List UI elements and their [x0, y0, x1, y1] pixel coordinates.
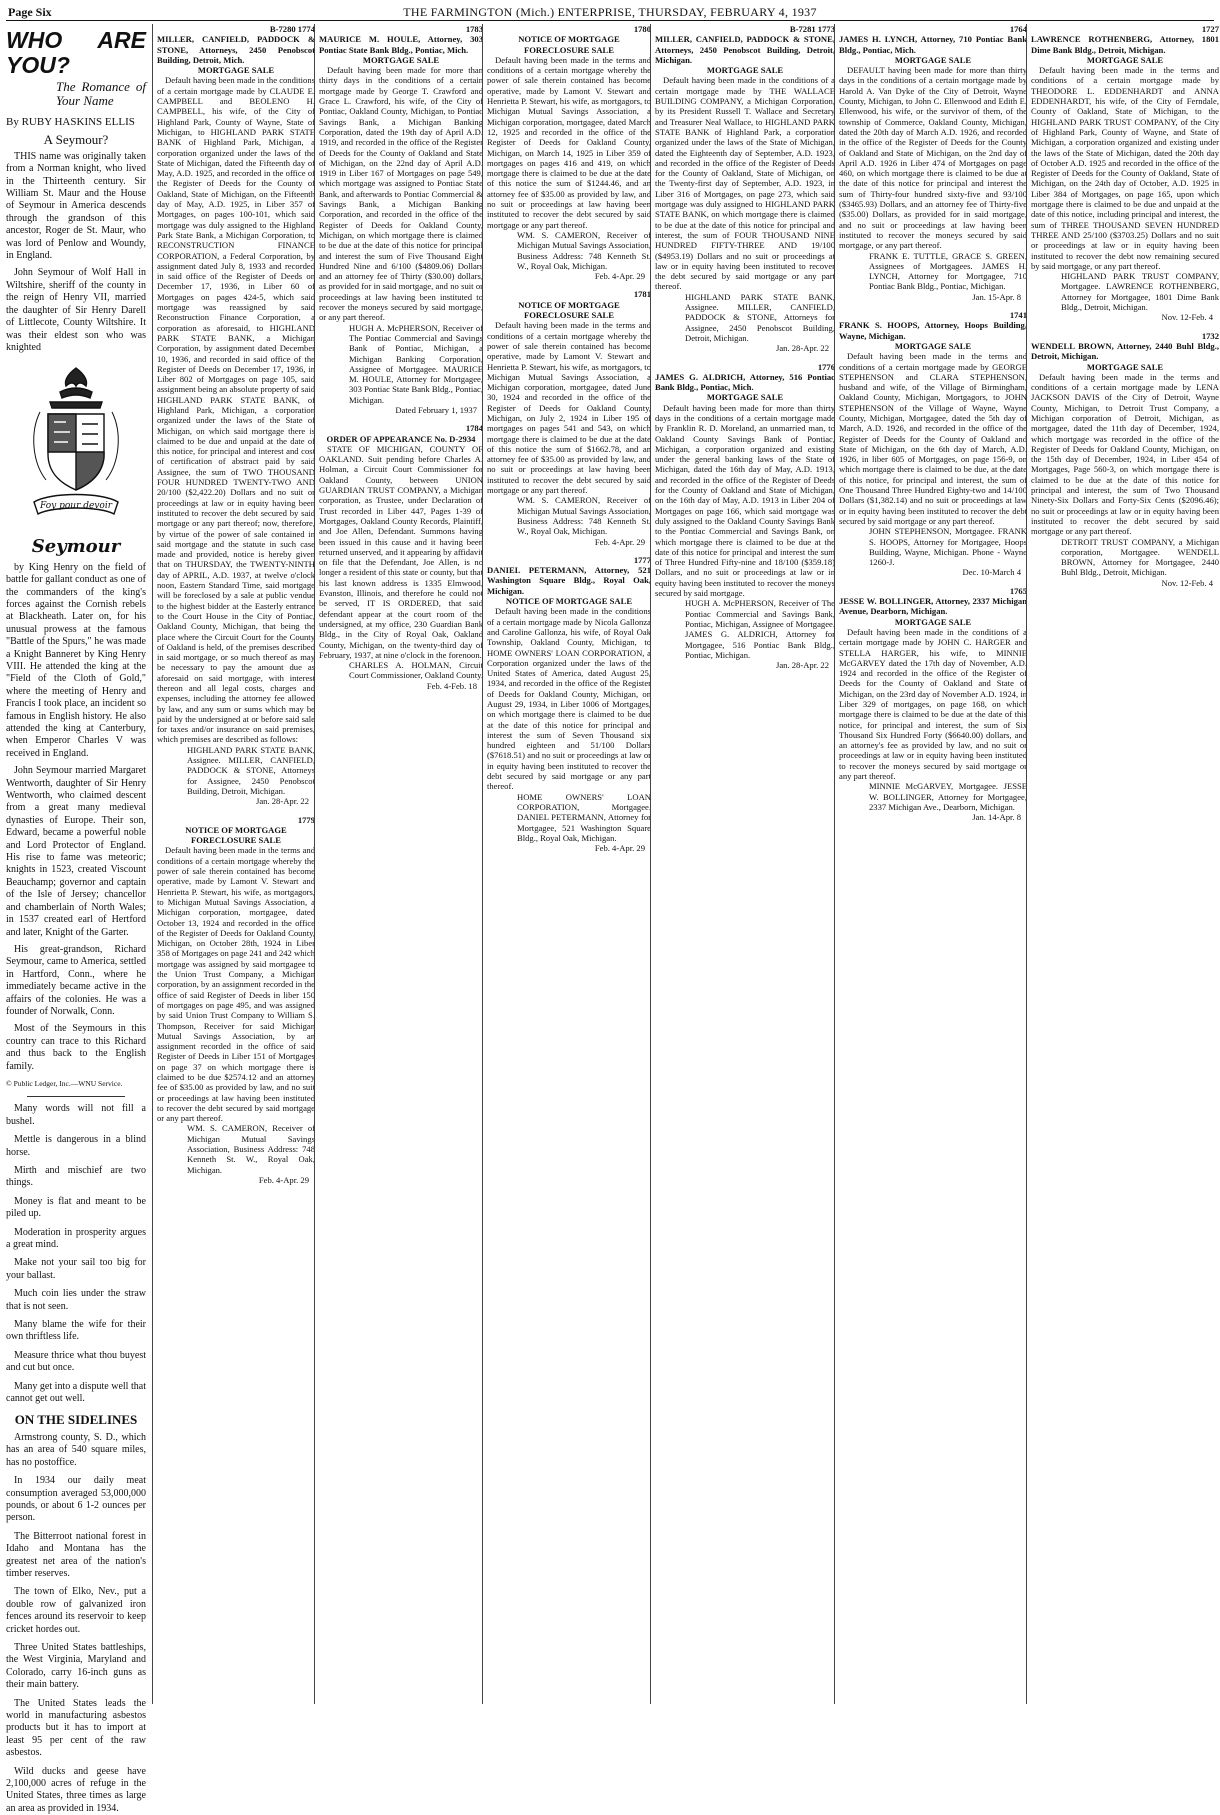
notice-number: 1776	[817, 361, 835, 372]
notice-body: Default having been made in the conditions of a certain mortgage made by Nicola Gallonza and Caroline Gallonza, his wife, of Royal Oak Township, Oakland County, Michigan, to HOME OWNERS' LOAN CORPORATION, a Corporation organized under the laws of the United States of America, dated August 25, 1934, and recorded in the office of the Register of Deeds for Oakland County, Michigan, on August 29, 1934, in Liber 1006 of Mortgages, on which mortgage there is claimed to be due at the date of this notice for principal and interest the sum of Seven Thousand six hundred eighteen and 51/100 Dollars ($7618.51) and no suit or proceedings at law or in equity having been instituted to recover the debt secured by said mortgage or any part thereof.	[487, 606, 651, 792]
notice-caption: NOTICE OF MORTGAGE SALE	[505, 596, 633, 607]
notice-caption: MORTGAGE SALE	[894, 340, 972, 351]
notice-signature: WM. S. CAMERON, Receiver of Michigan Mutual Savings Association, Business Address: 748 Kenneth St. W., Royal Oak, Michigan.	[517, 229, 651, 271]
coat-of-arms-icon	[20, 362, 132, 537]
sideline-item: The Bitterroot national forest in Idaho and Montana has the greatest net area of the nation's timber reserves.	[6, 1530, 146, 1579]
notice-caption: MORTGAGE SALE	[197, 65, 275, 76]
notice-signature: MINNIE McGARVEY, Mortgagee. JESSE W. BOLLINGER, Attorney for Mortgagee, 2337 Michigan Ave., Dearborn, Michigan.	[869, 781, 1027, 812]
legal-notice	[1031, 24, 1219, 323]
sideline-item: Wild ducks and geese have 2,100,000 acres of refuge in the United States, three times as large an area as provided in 1934.	[6, 1765, 146, 1814]
sideline-item: The town of Elko, Nev., put a double row of galvanized iron fences around its reservoir to keep cricket hordes out.	[6, 1586, 146, 1635]
feature-paragraph: Most of the Seymours in this country can trace to this Richard and thus back to the English family.	[6, 1023, 146, 1072]
notice-signature: HOME OWNERS' LOAN CORPORATION, Mortgagee. DANIEL PETERMANN, Attorney for Mortgagee, 521 Washington Square Bldg., Royal Oak, Michigan.	[517, 791, 651, 843]
feature-title: WHO ARE YOU?	[6, 27, 146, 78]
notice-signature: WM. S. CAMERON, Receiver of Michigan Mutual Savings Association, Business Address: 748 Kenneth St. W., Royal Oak, Michigan.	[517, 495, 651, 537]
legal-notice	[319, 423, 483, 691]
notice-caption: ORDER OF APPEARANCE No. D-2934	[326, 433, 476, 444]
legal-notice	[487, 24, 651, 281]
notice-signature: FRANK E. TUTTLE, GRACE S. GREEN, Assignees of Mortgagees. JAMES H. LYNCH, Attorney for Mortgagee, 710 Pontiac Bank Bldg., Pontiac, Michigan.	[869, 250, 1027, 292]
saying: Much coin lies under the straw that is not seen.	[6, 1288, 146, 1312]
page-number: Page Six	[8, 5, 52, 19]
feature-paragraph: John Seymour married Margaret Wentworth, daughter of Sir Henry Wentworth, who claimed descent from a great many medieval dynasties of Europe. Their son, Edward, became a powerful noble and Lord Protector of England. His rise to fame was meteoric; knights in 1523, created Viscount Beauchamp; governor and captain of the Isle of Jersey; chancellor and chamberlain of North Wales; in 1537 created earl of Hertford and later, Knight of the Garter.	[6, 765, 146, 938]
notice-body: Default having been made in the terms and conditions of a certain mortgage made by GEORGE STEPHENSON and CLARA STEPHENSON, husband and wife, of the Village of Birmingham, Oakland County, Michigan, Mortgagors, to JOHN STEPHENSON of the Village of Wayne, Wayne County, Michigan, Mortgagee, dated the 5th day of March, A.D. 1926, and recorded in the office of the Register of Deeds for the County of Oakland and State of Michigan, on the 6th day of March, A.D. 1926, in liber 605 of Mortgages, on page 156-9, on which mortgage there is claimed to be due, at the date of this notice, for principal and interest, the sum of One Thousand Three Hundred Eighty-two and 14/100 Dollars ($1,382.14) and no suit or proceedings at law or in equity having been instituted to recover the debt secured by said mortgage or any part thereof.	[839, 351, 1027, 526]
notice-column-4	[482, 24, 651, 1704]
legal-notice	[487, 289, 651, 546]
saying: Make not your sail too big for your ballast.	[6, 1257, 146, 1281]
legal-notice	[157, 815, 315, 1186]
notice-attorney: MILLER, CANFIELD, PADDOCK & STONE, Attorneys, 2450 Penobscot Building, Detroit, Mich.	[157, 34, 315, 65]
notice-body: STATE OF MICHIGAN, COUNTY OF OAKLAND. Suit pending before Charles A. Holman, a Circuit Court Commissioner for Oakland County, between UNION GUARDIAN TRUST COMPANY, a Michigan corporation, as Trustee, under Declaration of Trust recorded in Liber 447, Pages 1-39 of Mortgages, Oakland County Records, Plaintiff, and Joe Allen, Defendant. Summons having been issued in this cause and it having been returned unserved, and it appearing by affidavit on file that the Defendant, Joe Allen, is no longer a resident of this state or county, but that his last known address is 1335 Elmwood, Evanston, Illinois, and therefore he could not be served, IT IS ORDERED, that said defendant appear at the court room of the undersigned, at my office, 230 Guardian Bank Bldg., in the City of Royal Oak, Oakland County, Michigan, on the twenty-third day of February, 1937, at nine o'clock in the forenoon.	[319, 443, 483, 660]
legal-notice	[157, 24, 315, 807]
newspaper-title: THE FARMINGTON (Mich.) ENTERPRISE, THURSDAY, FEBRUARY 4, 1937	[403, 5, 817, 19]
notice-column-6	[834, 24, 1027, 1704]
notice-attorney: JAMES G. ALDRICH, Attorney, 516 Pontiac Bank Bldg., Pontiac, Mich.	[655, 371, 835, 393]
notice-attorney: LAWRENCE ROTHENBERG, Attorney, 1801 Dime Bank Bldg., Detroit, Michigan.	[1031, 34, 1219, 55]
notice-column-7	[1026, 24, 1219, 1704]
legal-notice	[839, 586, 1027, 823]
crest-name: Seymour	[31, 536, 121, 558]
saying: Mirth and mischief are two things.	[6, 1165, 146, 1189]
notice-attorney: MILLER, CANFIELD, PADDOCK & STONE, Attorneys, 2450 Penobscot Building, Detroit, Michigan.	[655, 34, 835, 65]
notice-attorney: JAMES H. LYNCH, Attorney, 710 Pontiac Bank Bldg., Pontiac, Mich.	[839, 34, 1027, 55]
notice-attorney: FRANK S. HOOPS, Attorney, Hoops Building, Wayne, Michigan.	[839, 320, 1027, 341]
notice-body: Default having been made in the terms and conditions of a certain mortgage whereby the power of sale therein contained has become operative, made by Lamont V. Stewart and Henrietta P. Stewart, his wife, as mortgagors, to Michigan Mutual Savings Association, a Michigan corporation, mortgagee, dated October 13, 1924 and recorded in the office of the Register of Deeds for Oakland County, Michigan, on October 28th, 1924 in Liber 358 of Mortgages on page 241 and 242 which mortgage was assigned by said mortgagee to the Union Trust Company, a Michigan corporation, by an assignment recorded in the office of said Register of Deeds in liber 150 of mortgages on page 495, and was assigned by said Union Trust Company to William S. Thompson, Receiver for said Michigan Mutual Savings Association, by an assignment recorded in the office of said Register of Deeds in Liber 151 of Mortgages on page 37 on which mortgage there is claimed to be due $2574.12 and an attorney fee of $35.00 as provided by law, and no suit or proceedings at law having been instituted to recover the debt secured by said mortgage or any part thereof.	[157, 845, 315, 1124]
notice-dates: Jan. 28-Apr. 22	[776, 343, 829, 354]
feature-paragraph: John Seymour of Wolf Hall in Wiltshire, sheriff of the county in the reign of Henry VII, married the daughter of Sir Henry Darell of Littlecote, County Wiltshire. It was their eldest son who was knighted	[6, 267, 146, 353]
notice-caption: NOTICE OF MORTGAGE FORECLOSURE SALE	[185, 824, 287, 846]
sideline-item: Three United States battleships, the West Virginia, Maryland and Colorado, carry 16-inch guns as their main battery.	[6, 1642, 146, 1691]
notice-caption: NOTICE OF MORTGAGE FORECLOSURE SALE	[518, 34, 620, 55]
notice-caption: MORTGAGE SALE	[706, 392, 784, 403]
notice-body: Default having been made in the conditions of a certain mortgage made by CLAUDE E. CAMPBELL and BEOLENO H. CAMPBELL, his wife, of the City of Highland Park, County of Wayne, State of Michigan, to HIGHLAND PARK STATE BANK of Highland Park, Michigan, a corporation organized under the laws of the State of Michigan, dated the Fifteenth day of May, A.D. 1925, and recorded in the office of the Register of Deeds for the County of Oakland, State of Michigan, on the Fifteenth day of May, A.D. 1925, in Liber 357 of Mortgages, on pages 100-101, which said mortgage was duly assigned to the Highland Park State Bank, a Michigan Corporation, to RECONSTRUCTION FINANCE CORPORATION, a Federal Corporation, by assignment dated July 8, 1933 and recorded in said office of the Register of Deeds on December 17, 1936, in Liber 60 of Mortgages on pages 424-5, which said mortgage was reassigned by said Reconstruction Finance Corporation, a corporation as aforesaid, to HIGHLAND PARK STATE BANK, a Michigan Corporation, by assignment dated December 10, 1936, and recorded in said office of the Register of Deeds on December 17, 1936, in Liber 802 of Mortgages on page 105, said assignment being an absolute property of said HIGHLAND PARK STATE BANK, of Highland Park, Michigan, a corporation organized under the laws of the State of Michigan, on which said mortgage there is claimed to be due and unpaid at the date of this notice, for principal and interest and cost of certification of abstract paid by said Assignee, the sum of TWO THOUSAND FOUR HUNDRED TWENTY-TWO AND 20/100 ($2,422.20) Dollars and no suit or proceedings at law or in equity having been instituted to recover the debt secured by said mortgage or any part thereof; now, therefore, by virtue of the power of sale contained in said mortgage and the statute in such case made and provided, notice is hereby given that on THURSDAY, the TWENTY-NINTH day of APRIL, A.D. 1937, at twelve o'clock noon, Eastern Standard Time, said mortgage will be foreclosed by a sale at public vendue to the highest bidder at the Easterly entrance to the Court House in the City of Pontiac, Oakland County, Michigan, that being the place where the Circuit Court for the County of Oakland is held, of the premises described in said mortgage, or so much thereof as may be necessary to pay the amount due as aforesaid on said mortgage, with interest thereon and all legal costs, charges and expenses, including the attorney fee allowed by law, and any sum or sums which may be paid by the undersigned at or before said sale for taxes and/or insurance on said premises, which premises are described as follows:	[157, 75, 315, 745]
notice-dates: Jan. 28-Apr. 22	[776, 660, 829, 671]
notice-body: Default having been made for more than thirty days in the conditions of a certain mortgage made by George T. Crawford and Grace L. Crawford, his wife, of the City of Pontiac, Oakland County, Michigan, to Pontiac Savings Bank, a Michigan Banking Corporation, dated the 19th day of April A.D. 1919, and recorded in the office of the Register of Deeds for the County of Oakland and State of Michigan, on the 22nd day of April A.D. 1919 in Liber 167 of Mortgages on page 549, which mortgage was assigned to Pontiac State Bank, and afterwards to Pontiac Commercial & Savings Bank, a Michigan Banking Corporation, and recorded in the office of the Register of Deeds for Oakland County, Michigan, on which mortgage there is claimed to be due at the date of this notice for principal and interest the sum of Five Thousand Eight Hundred Nine and 6/100 ($4809.06) Dollars and an attorney fee of Thirty ($30.00) dollars, as provided for in said mortgage, and no suit or proceedings at law having been instituted to recover the moneys secured by said mortgage, or any part thereof.	[319, 65, 483, 323]
legal-notice	[655, 24, 835, 354]
saying: Many blame the wife for their own thriftless life.	[6, 1319, 146, 1343]
notice-caption: MORTGAGE SALE	[706, 65, 784, 76]
notice-number: 1777	[633, 554, 651, 565]
feature-surname: A Seymour?	[43, 132, 109, 148]
notice-number: 1784	[465, 423, 483, 434]
notice-dates: Feb. 4-Feb. 18	[426, 680, 477, 691]
notice-body: Default having been made for more than thirty days in the conditions of a certain mortgage made by Franklin R. D. Moreland, an unmarried man, to Oakland County Savings Bank of Pontiac, Michigan, a corporation organized and existing under the general banking laws of the State of Michigan, dated the 16th day of May, A.D. 1913, and recorded in the office of the Register of Deeds for the County of Oakland and State of Michigan, on the 16th day of May, A.D. 1913 in Liber 204 of Mortgages on page 166, which said mortgage was duly assigned to the Oakland County Savings Bank to the Pontiac Commercial and Savings Bank, on which mortgage there is claimed to be due at the date of this notice for principal and interest the sum of Three Hundred Fifty-nine and 18/100 ($359.18) Dollars, and no suit or proceedings at law or in equity having been instituted to recover the moneys secured by said mortgage.	[655, 402, 835, 599]
notice-dates: Jan. 15-Apr. 8	[972, 291, 1021, 302]
feature-credit: © Public Ledger, Inc.—WNU Service.	[6, 1078, 123, 1088]
divider	[27, 1096, 125, 1097]
sidelines-heading: ON THE SIDELINES	[14, 1411, 138, 1427]
notice-caption: MORTGAGE SALE	[362, 54, 440, 65]
notice-number: 1765	[1009, 585, 1027, 596]
notice-dates: Dated February 1, 1937	[395, 404, 477, 415]
notice-dates: Nov. 12-Feb. 4	[1161, 577, 1213, 588]
notice-dates: Dec. 10-March 4	[962, 567, 1021, 578]
sideline-item: In 1934 our daily meat consumption averaged 53,000,000 pounds, or about 6 1-2 ounces per person.	[6, 1475, 146, 1524]
notice-dates: Feb. 4-Apr. 29	[594, 536, 645, 547]
notice-number: B-7280 1774	[269, 24, 315, 34]
legal-notice	[839, 24, 1027, 302]
legal-notice	[319, 24, 483, 415]
saying: Many words will not fill a bushel.	[6, 1103, 146, 1127]
notice-number: 1781	[633, 289, 651, 300]
notice-attorney: JESSE W. BOLLINGER, Attorney, 2337 Michigan Avenue, Dearborn, Michigan.	[839, 596, 1027, 617]
notice-dates: Nov. 12-Feb. 4	[1161, 312, 1213, 323]
notice-signature: HIGHLAND PARK TRUST COMPANY, Mortgagee. LAWRENCE ROTHENBERG, Attorney for Mortgagee, 1801 Dime Bank Bldg., Detroit, Michigan.	[1061, 271, 1219, 313]
notice-caption: MORTGAGE SALE	[894, 54, 972, 65]
notice-body: DEFAULT having been made for more than thirty days in the conditions of a certain mortgage made by Harold A. Van Dyke of the City of Detroit, Wayne County, Michigan, to John C. Ellenwood and Edith E. Ellenwood, his wife, or the survivor of them, of the township of Commerce, Oakland County, Michigan, dated the 20th day of March A.D. 1926, and recorded in the office of the Register of Deeds for the County of Oakland and State of Michigan, on the 2nd day of April A.D. 1926 in Liber 474 of Mortgages on page 460, on which mortgage there is claimed to be due at the date of this notice for principal and interest the sum of Thirty-four hundred sixty-five and 93/100 ($3465.93) Dollars, and an attorney fee of Thirty-five ($35.00) Dollars, as provided for in said mortgage, and no suit or proceedings at law having been instituted to recover the moneys secured by said mortgage, or any part thereof.	[839, 65, 1027, 251]
notice-signature: DETROIT TRUST COMPANY, a Michigan corporation, Mortgagee. WENDELL BROWN, Attorney for Mortgagee, 2440 Buhl Bldg., Detroit, Michigan.	[1061, 536, 1219, 578]
notice-dates: Feb. 4-Apr. 29	[594, 271, 645, 282]
notice-body: Default having been made in the conditions of a certain mortgage made by THE WALLACE BUILDING COMPANY, a Michigan Corporation, by its President Russell T. Wallace and Secretary and Treasurer Neal Wallace, to HIGHLAND PARK STATE BANK of Highland Park, a corporation organized under the laws of the State of Michigan, dated the Eighteenth day of September, A.D. 1923, and recorded in the office of the Register of Deeds for the County of Oakland, State of Michigan, on the Twenty-first day of September, A.D. 1923, in Liber 316 of Mortgages, on page 273, which said mortgage was duly assigned to HIGHLAND PARK STATE BANK, on which mortgage there is claimed to be due at the date of this notice for principal and interest, the sum of FOUR THOUSAND NINE HUNDRED FIFTY-THREE AND 19/100 ($4953.19) Dollars and no suit or proceedings at law or in equity having been instituted to recover the debt secured by said mortgage or any part thereof.	[655, 75, 835, 292]
saying: Money is flat and meant to be piled up.	[6, 1195, 146, 1220]
legal-notice	[487, 555, 651, 854]
notice-column-3	[314, 24, 483, 1704]
legal-notice	[839, 310, 1027, 578]
notice-signature: CHARLES A. HOLMAN, Circuit Court Commissioner, Oakland County.	[349, 660, 483, 681]
notice-dates: Feb. 4-Apr. 29	[258, 1174, 309, 1185]
notice-dates: Feb. 4-Apr. 29	[594, 843, 645, 854]
notice-column-2	[152, 24, 315, 1704]
notice-number: B-7281 1773	[789, 24, 835, 34]
legal-notice	[655, 362, 835, 671]
notice-caption: MORTGAGE SALE	[1086, 361, 1164, 372]
notice-body: Default having been made in the conditions of a certain mortgage made by JOHN C. HARGER and STELLA HARGER, his wife, to MINNIE McGARVEY dated the 17th day of November, A.D. 1924 and recorded in the office of the Register of Deeds for the County of Oakland and State of Michigan, on the 23rd day of November A.D. 1924, in Liber 329 of mortgages, on page 168, on which mortgage there is claimed to be due at the date of this notice, for principal and interest, the sum of Six Thousand Six Hundred Forty ($6640.00) dollars, and an attorney's fee as provided by law, and no suit or proceedings at law or in equity having been instituted to recover the moneys secured by said mortgage or any part thereof.	[839, 626, 1027, 782]
notice-body: Default having been made in the terms and conditions of a certain mortgage whereby the power of sale therein contained has become operative, made by Lamont V. Stewart and Henrietta P. Stewart, his wife, as mortgagors, to Michigan Mutual Savings Association, a Michigan corporation, mortgagee, dated March 12, 1925 and recorded in the office of the Register of Deeds for Oakland County, Michigan, on March 14, 1925 in Liber 359 of mortgages on pages 416 and 419, on which mortgage there is claimed to be due at the date of this notice the sum of $1244.46, and an attorney fee of $35.00 as provided by law, and no suit or proceedings at law having been instituted to recover the debt secured by said mortgage or any part thereof.	[487, 54, 651, 230]
notice-number: 1783	[465, 24, 483, 34]
notice-attorney: WENDELL BROWN, Attorney, 2440 Buhl Bldg., Detroit, Michigan.	[1031, 340, 1219, 362]
notice-caption: MORTGAGE SALE	[1086, 54, 1164, 65]
feature-column	[6, 24, 146, 1814]
notice-body: Default having been made in the terms and conditions of a certain mortgage whereby the power of sale therein contained has become operative, made by Lamont V. Stewart and Henrietta P. Stewart, his wife, as mortgagors, to Michigan Mutual Savings Association, a Michigan corporation, mortgagee, dated June 30, 1924 and recorded in the office of the Register of Deeds for Oakland County, Michigan, on July 2, 1924 in Liber 195 of mortgages on pages 541 and 543, on which mortgage there is claimed to be due at the date of this notice the sum of $1662.78, and an attorney fee of $35.00 as provided by law, and no suit or proceedings at law having been instituted to recover the debt secured by said mortgage or any part thereof.	[487, 320, 651, 496]
saying: Many get into a dispute well that cannot get out well.	[6, 1380, 146, 1405]
notice-number: 1727	[1201, 24, 1219, 34]
notice-number: 1732	[1201, 330, 1219, 341]
notice-signature: HUGH A. McPHERSON, Receiver of The Pontiac Commercial and Savings Bank, Pontiac, Michigan, Assignee of Mortgagee. JAMES G. ALDRICH, Attorney for Mortgagee, 516 Pontiac Bank Bldg., Pontiac, Michigan.	[685, 598, 835, 660]
saying: Mettle is dangerous in a blind horse.	[6, 1134, 146, 1158]
feature-subtitle: The Romance of Your Name	[56, 79, 146, 108]
notice-number: 1779	[297, 814, 315, 825]
notice-attorney: DANIEL PETERMANN, Attorney, 521 Washington Square Bldg., Royal Oak, Michigan.	[487, 565, 651, 596]
notice-dates: Jan. 14-Apr. 8	[972, 812, 1021, 823]
notice-body: Default having been made in the terms and conditions of a certain mortgage made by LENA JACKSON DAVIS of the City of Detroit, Wayne County, Michigan, to Detroit Trust Company, a Michigan corporation of Detroit, Michigan, as mortgagee, dated the 11th day of December, 1924, which mortgage was recorded in the office of the Register of Deeds for Oakland County, Michigan, on the 15th day of December, 1924, in Liber 454 of Mortgages, Page 560-3, on which mortgage there is claimed to be due at the date of this notice for principal and interest, the sum of Two Thousand Ninety-Six Dollars and Forty-Six Cents ($2096.46); no suit or proceedings at law or in equity having been instituted to recover the debt secured by said mortgage or any part thereof.	[1031, 371, 1219, 537]
notice-dates: Jan. 28-Apr. 22	[256, 796, 309, 807]
notice-number: 1764	[1009, 24, 1027, 34]
notice-caption: NOTICE OF MORTGAGE FORECLOSURE SALE	[518, 299, 620, 321]
notice-signature: HUGH A. McPHERSON, Receiver of The Pontiac Commercial and Savings Bank of Pontiac, Michigan, a Michigan Banking Corporation, Assignee of Mortgagee. MAURICE M. HOULE, Attorney for Mortgagee, 303 Pontiac State Bank Bldg., Pontiac, Michigan.	[349, 322, 483, 405]
notice-signature: HIGHLAND PARK STATE BANK, Assignee. MILLER, CANFIELD, PADDOCK & STONE, Attorneys for Assignee, 2450 Penobscot Building, Detroit, Michigan.	[685, 291, 835, 343]
feature-paragraph: His great-grandson, Richard Seymour, came to America, settled in Hartford, Conn., where he immediately became active in the affairs of the colonies. He was a founder of Norwalk, Conn.	[6, 943, 146, 1017]
feature-paragraph: THIS name was originally taken from a Norman knight, who lived in the Thirteenth century. Sir William St. Maur and the House of Seymour in America descends through the grandson of this ancestor, Roger de St. Maur, who was lord of Penlow and Woundy, in England.	[6, 150, 146, 262]
sideline-item: Armstrong county, S. D., which has an area of 540 square miles, has no postoffice.	[6, 1431, 146, 1468]
notice-number: 1741	[1009, 310, 1027, 321]
sideline-item: The United States leads the world in manufacturing asbestos products but it has to import at least 95 per cent of the raw asbestos.	[6, 1697, 146, 1759]
legal-notice	[1031, 331, 1219, 588]
notice-signature: WM. S. CAMERON, Receiver of Michigan Mutual Savings Association, Business Address: 748 Kenneth St. W., Royal Oak, Michigan.	[187, 1123, 315, 1175]
notice-signature: JOHN STEPHENSON, Mortgagee. FRANK S. HOOPS, Attorney for Mortgagee, Hoops Building, Wayne, Michigan. Phone - Wayne 1260-J.	[869, 526, 1027, 568]
saying: Measure thrice what thou buyest and cut but once.	[6, 1349, 146, 1374]
feature-byline: By RUBY HASKINS ELLIS	[6, 116, 135, 128]
notice-column-5	[650, 24, 835, 1704]
notice-number: 1780	[633, 24, 651, 34]
notice-attorney: MAURICE M. HOULE, Attorney, 303 Pontiac State Bank Bldg., Pontiac, Mich.	[319, 34, 483, 55]
crest-motto: Foy pour devoir	[39, 501, 113, 512]
masthead	[6, 4, 1214, 21]
notice-body: Default having been made in the terms and conditions of a certain mortgage made by THEODORE L. EDDENHARDT and ANNA EDDENHARDT, his wife, of the City of Ferndale, County of Oakland, State of Michigan, to the HIGHLAND PARK TRUST COMPANY, of the City of Highland Park, County of Wayne, and State of Michigan, a corporation organized and existing under the laws of the State of Michigan, dated the 20th day of October A.D. 1925 and recorded in the office of the Register of Deeds for the County of Oakland, State of Michigan, on the 24th day of October, A.D. 1925 in Liber 384 of Mortgages, on page 165, upon which mortgage there is claimed to be due and unpaid at the date of this notice, including principal and interest, the sum of THREE THOUSAND SEVEN HUNDRED THREE AND 25/100 ($3703.25) Dollars and no suit or proceedings at law or in equity having been instituted to recover the debt now remaining secured by said mortgage, or any part thereof.	[1031, 65, 1219, 271]
feature-paragraph: by King Henry on the field of battle for gallant conduct as one of the commanders of the king's forces against the Cornish rebels at Blackheath. Later on, for his unusual prowess at the famous "Battle of the Spurs," he was made a Knight Banneret by King Henry VIII. He attended the king at the "Field of the Cloth of Gold," where the meeting of Henry and Francis I took place, an incident so famous in English history. He also attended the king at Canterbury, when Emperor Charles V was received in England.	[6, 561, 146, 759]
notice-caption: MORTGAGE SALE	[894, 616, 972, 627]
notice-signature: HIGHLAND PARK STATE BANK, Assignee. MILLER, CANFIELD, PADDOCK & STONE, Attorneys for Assignee, 2450 Penobscot Building, Detroit, Michigan.	[187, 744, 315, 796]
saying: Moderation in prosperity argues a great mind.	[6, 1226, 146, 1251]
